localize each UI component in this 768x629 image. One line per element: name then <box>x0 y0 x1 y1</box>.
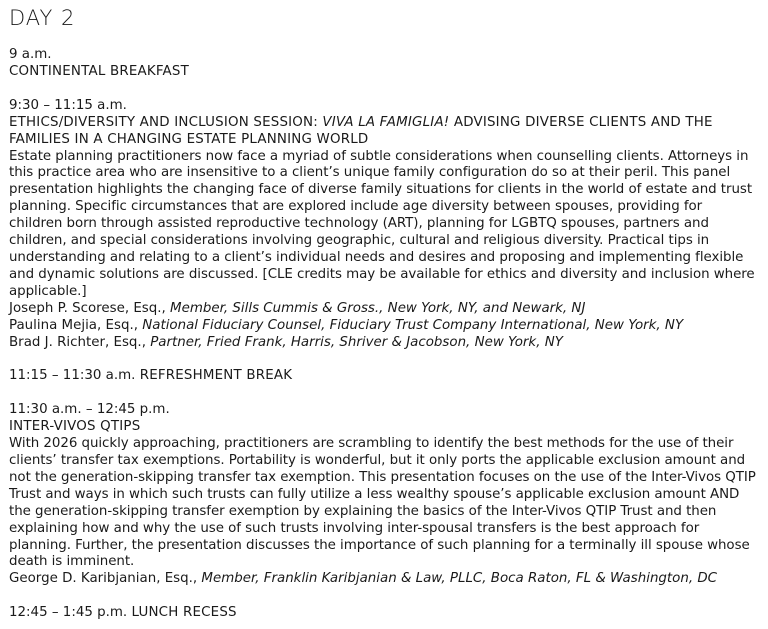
speaker: Brad J. Richter, Esq., Partner, Fried Frank, Harris, Shriver & Jacobson, New York, NY <box>9 334 563 350</box>
speaker-name: Brad J. Richter, Esq. <box>9 334 142 350</box>
session-ethics-diversity <box>9 98 758 352</box>
session-time: 11:15 – 11:30 a.m. <box>9 368 136 384</box>
speaker: Paulina Mejia, Esq., National Fiduciary Counsel, Fiduciary Trust Company International, New York, NY <box>9 317 684 333</box>
speaker-name: Joseph P. Scorese, Esq. <box>9 300 162 316</box>
session-time: 11:30 a.m. – 12:45 p.m. <box>9 402 170 418</box>
speaker-affiliation: Member, Sills Cummis & Gross., New York, NY, and Newark, NJ <box>170 300 586 316</box>
session-title: INTER-VIVOS QTIPS <box>9 419 141 435</box>
session-title: CONTINENTAL BREAKFAST <box>9 63 189 79</box>
day-heading: DAY 2 <box>9 6 76 30</box>
session-time: 12:45 – 1:45 p.m. <box>9 605 128 621</box>
session-title-part-b: ADVISING DIVERSE CLIENTS AND THE FAMILIES IN A CHANGING ESTATE PLANNING WORLD <box>9 114 713 147</box>
session-description: Estate planning practitioners now face a myriad of subtle considerations when counselling clients. Attorneys in this practice area who are insensitive to a client’s unique family configuration do so at their peril. This panel presentation highlights the changing face of diverse family situations for clients in the world of estate and trust planning. Specific circumstances that are explored include age diversity between spouses, providing for children born through assisted reproductive technology (ART), planning for LGBTQ spouses, partners and children, and special considerations involving geographic, cultural and religious diversity. Practical tips in understanding and relating to a client’s individual needs and desires and proposing and implementing flexible and dynamic solutions are discussed. [CLE credits may be available for ethics and diversity and inclusion where applicable.] <box>9 148 755 299</box>
speaker-name: George D. Karibjanian, Esq. <box>9 571 193 587</box>
session-title-part-a: ETHICS/DIVERSITY AND INCLUSION SESSION: <box>9 114 323 130</box>
session-time: 9:30 – 11:15 a.m. <box>9 97 127 113</box>
speaker: Joseph P. Scorese, Esq., Member, Sills Cummis & Gross., New York, NY, and Newark, NJ <box>9 300 586 316</box>
session-title-emphasis: VIVA LA FAMIGLIA! <box>322 114 450 130</box>
speaker-affiliation: Member, Franklin Karibjanian & Law, PLLC, Boca Raton, FL & Washington, DC <box>201 571 718 587</box>
speaker: George D. Karibjanian, Esq., Member, Franklin Karibjanian & Law, PLLC, Boca Raton, FL & Washington, DC <box>9 571 718 587</box>
speaker-name: Paulina Mejia, Esq. <box>9 317 134 333</box>
session-refreshment-break <box>9 368 758 385</box>
speaker-affiliation: Partner, Fried Frank, Harris, Shriver & Jacobson, New York, NY <box>150 334 563 350</box>
session-lunch-recess <box>9 605 758 622</box>
speaker-affiliation: National Fiduciary Counsel, Fiduciary Trust Company International, New York, NY <box>142 317 684 333</box>
session-title: REFRESHMENT BREAK <box>139 368 293 384</box>
session-inter-vivos-qtips <box>9 402 758 588</box>
session-description: With 2026 quickly approaching, practitioners are scrambling to identify the best methods for the use of their clients’ transfer tax exemptions. Portability is wonderful, but it only ports the applicable exclusion amount and not the generation-skipping transfer tax exemption. This presentation focuses on the use of the Inter-Vivos QTIP Trust and ways in which such trusts can fully utilize a less wealthy spouse’s applicable exclusion amount AND the generation-skipping transfer exemption by explaining the basics of the Inter-Vivos QTIP Trust and then explaining how and why the use of such trusts involving inter-spousal transfers is the best approach for planning. Further, the presentation discusses the importance of such planning for a terminally ill spouse whose death is imminent. <box>9 436 756 570</box>
session-time: 9 a.m. <box>9 47 52 62</box>
session-title <box>9 115 758 149</box>
session-continental-breakfast <box>9 47 758 81</box>
session-title: LUNCH RECESS <box>131 605 237 621</box>
